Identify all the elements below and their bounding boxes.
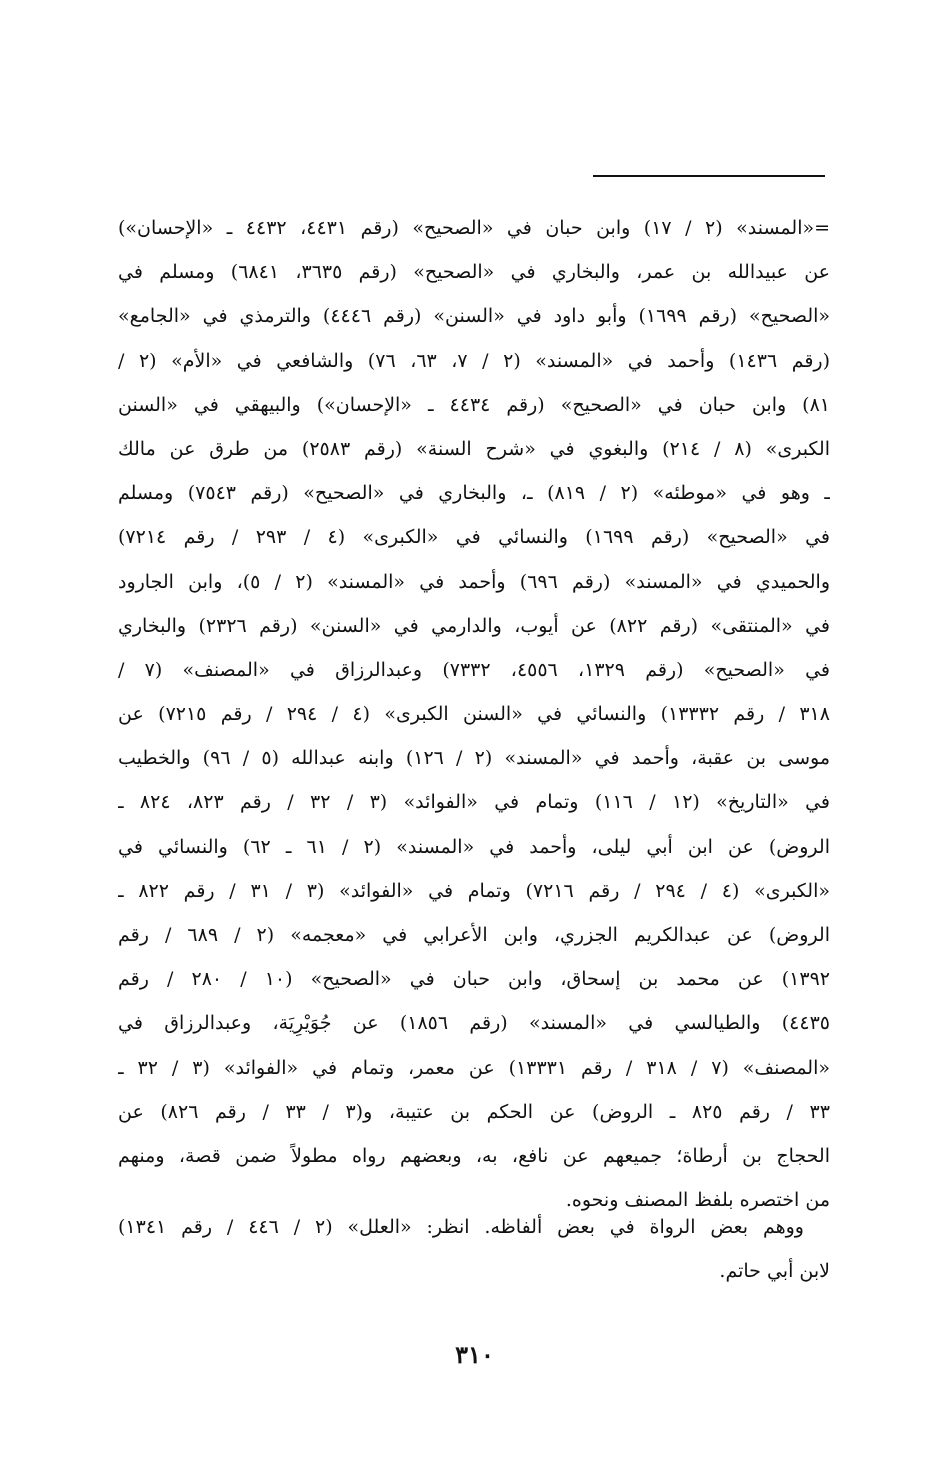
note-line: ووهم بعض الرواة في بعض ألفاظه. انظر: «العلل» (٢ / ٤٤٦ / رقم ١٣٤١): [118, 1216, 804, 1238]
footnote-line: موسى بن عقبة، وأحمد في «المسند» (٢ / ١٢٦) وابنه عبدالله (٥ / ٩٦) والخطيب: [118, 747, 830, 770]
page-number: ٣١٠: [455, 1340, 494, 1369]
footnote-line: في «المنتقى» (رقم ٨٢٢) عن أيوب، والدارمي في «السنن» (رقم ٢٣٢٦) والبخاري: [118, 614, 830, 637]
footnote-line: في «التاريخ» (١٢ / ١١٦) وتمام في «الفوائد» (٣ / ٣٢ / رقم ٨٢٣، ٨٢٤ ـ: [118, 791, 830, 814]
footnote-line: «المصنف» (٧ / ٣١٨ / رقم ١٣٣٣١) عن معمر، وتمام في «الفوائد» (٣ / ٣٢ ـ: [118, 1056, 830, 1079]
footnote-line: والحميدي في «المسند» (رقم ٦٩٦) وأحمد في «المسند» (٢ / ٥)، وابن الجارود: [118, 570, 830, 593]
footnote-line: ١٣٩٢) عن محمد بن إسحاق، وابن حبان في «الصحيح» (١٠ / ٢٨٠ / رقم: [118, 968, 830, 991]
footnote-line: ٨١) وابن حبان في «الصحيح» (رقم ٤٤٣٤ ـ «الإحسان») والبيهقي في «السنن: [118, 393, 830, 416]
footnote-block: [118, 206, 830, 1222]
footnote-line: في «الصحيح» (رقم ١٦٩٩) والنسائي في «الكبرى» (٤ / ٢٩٣ / رقم ٧٢١٤): [118, 526, 830, 549]
footnote-line: الروض) عن ابن أبي ليلى، وأحمد في «المسند» (٢ / ٦١ ـ ٦٢) والنسائي في: [118, 835, 830, 858]
footnote-line: ٣٣ / رقم ٨٢٥ ـ الروض) عن الحكم بن عتيبة، و(٣ / ٣٣ / رقم ٨٢٦) عن: [118, 1100, 830, 1123]
footnote-line: ـ وهو في «موطئه» (٢ / ٨١٩) ـ، والبخاري في «الصحيح» (رقم ٧٥٤٣) ومسلم: [118, 482, 830, 505]
footnote-line: الكبرى» (٨ / ٢١٤) والبغوي في «شرح السنة» (رقم ٢٥٨٣) من طرق عن مالك: [118, 437, 830, 460]
footnote-line: =«المسند» (٢ / ١٧) وابن حبان في «الصحيح» (رقم ٤٤٣١، ٤٤٣٢ ـ «الإحسان»): [118, 217, 830, 239]
footnote-line: عن عبيدالله بن عمر، والبخاري في «الصحيح» (رقم ٣٦٣٥، ٦٨٤١) ومسلم في: [118, 261, 830, 284]
footnote-line: ٣١٨ / رقم ١٣٣٣٢) والنسائي في «السنن الكبرى» (٤ / ٢٩٤ / رقم ٧٢١٥) عن: [118, 703, 830, 726]
footnote-line: من اختصره بلفظ المصنف ونحوه.: [565, 1189, 830, 1212]
footnote-separator: [593, 175, 825, 177]
footnote-line: «الصحيح» (رقم ١٦٩٩) وأبو داود في «السنن» (رقم ٤٤٤٦) والترمذي في «الجامع»: [118, 305, 830, 328]
footnote-line: ٤٤٣٥) والطيالسي في «المسند» (رقم ١٨٥٦) عن جُوَيْرِيَة، وعبدالرزاق في: [118, 1012, 830, 1035]
footnote-line: في «الصحيح» (رقم ١٣٢٩، ٤٥٥٦، ٧٣٣٢) وعبدالرزاق في «المصنف» (٧ /: [118, 658, 830, 681]
footnote-line: الروض) عن عبدالكريم الجزري، وابن الأعرابي في «معجمه» (٢ / ٦٨٩ / رقم: [118, 924, 830, 946]
note-paragraph: [118, 1205, 830, 1293]
footnote-line: الحجاج بن أرطاة؛ جميعهم عن نافع، به، وبعضهم رواه مطولاً ضمن قصة، ومنهم: [118, 1144, 830, 1167]
footnote-line: (رقم ١٤٣٦) وأحمد في «المسند» (٢ / ٧، ٦٣، ٧٦) والشافعي في «الأم» (٢ /: [118, 349, 830, 372]
footnote-line: «الكبرى» (٤ / ٢٩٤ / رقم ٧٢١٦) وتمام في «الفوائد» (٣ / ٣١ / رقم ٨٢٢ ـ: [118, 879, 830, 902]
note-line: لابن أبي حاتم.: [719, 1260, 830, 1283]
